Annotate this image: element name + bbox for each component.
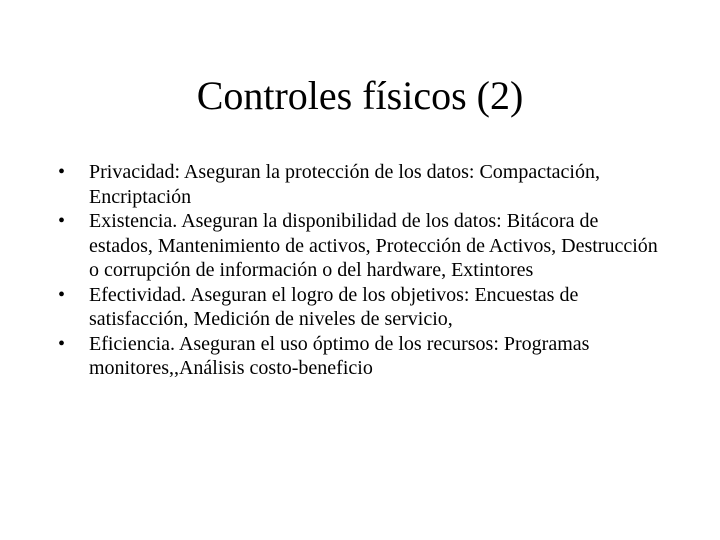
bullet-icon: • xyxy=(58,332,66,355)
bullet-icon: • xyxy=(58,283,66,306)
bullet-item-privacidad xyxy=(58,160,658,209)
bullet-text: Eficiencia. Aseguran el uso óptimo de los recursos: Programas monitores,,Análisis costo-beneficio xyxy=(89,332,590,379)
bullet-item-eficiencia xyxy=(58,332,658,381)
bullet-text: Privacidad: Aseguran la protección de los datos: Compactación, Encriptación xyxy=(89,161,600,208)
bullet-item-efectividad xyxy=(58,283,658,332)
bullet-icon: • xyxy=(58,161,66,183)
slide-title: Controles físicos (2) xyxy=(196,73,524,118)
bullet-list xyxy=(58,160,658,381)
bullet-icon: • xyxy=(58,210,66,232)
bullet-item-existencia xyxy=(58,209,658,283)
bullet-text: Existencia. Aseguran la disponibilidad de los datos: Bitácora de estados, Mantenimiento de activos, Protección de Activos, Destrucción o corrupción de información o del hardware, Extintores xyxy=(89,210,658,281)
bullet-text: Efectividad. Aseguran el logro de los objetivos: Encuestas de satisfacción, Medición de niveles de servicio, xyxy=(89,283,579,330)
